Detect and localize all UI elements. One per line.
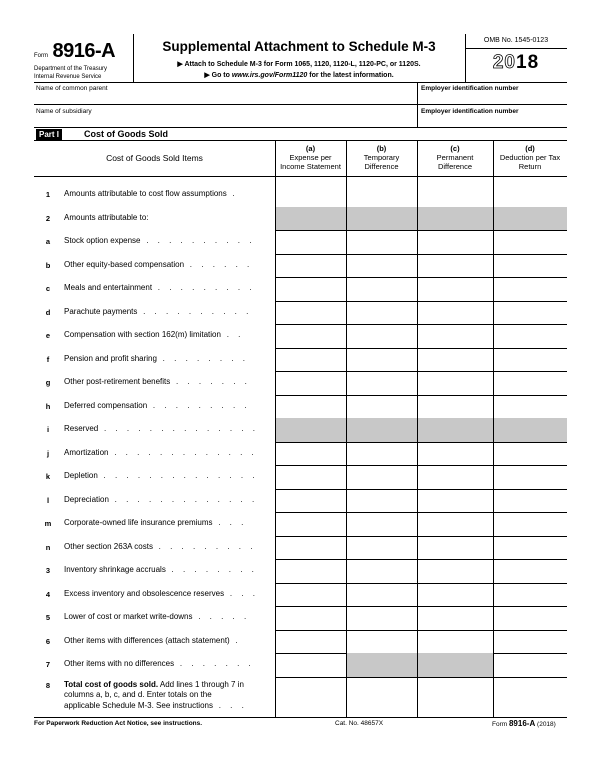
- amount-input-c[interactable]: [419, 561, 491, 581]
- shaded-cell: [418, 207, 493, 231]
- amount-input-a[interactable]: [277, 373, 344, 393]
- total-line-3: [64, 701, 247, 712]
- parent-field-rule: [34, 104, 567, 105]
- omb-divider: [465, 48, 567, 49]
- line-description: [64, 377, 250, 386]
- row-rule: [275, 348, 567, 349]
- row-rule: [275, 254, 567, 255]
- total-input-a[interactable]: [277, 679, 344, 716]
- amount-input-a[interactable]: [277, 397, 344, 417]
- leader-dots: . . . . . . . .: [156, 353, 249, 363]
- footer-form-number: 8916-A: [508, 719, 536, 728]
- line-description: [64, 612, 250, 621]
- line-text: Depletion: [64, 471, 98, 480]
- row-rule: [275, 583, 567, 584]
- amount-input-b[interactable]: [348, 467, 415, 487]
- amount-input-d[interactable]: [495, 326, 565, 346]
- amount-input-d[interactable]: [495, 585, 565, 605]
- amount-input-a[interactable]: [277, 232, 344, 252]
- part-title: Cost of Goods Sold: [84, 129, 168, 139]
- leader-dots: . . . . . . .: [174, 659, 255, 668]
- leader-dots: . . . . . . . . .: [152, 283, 256, 292]
- amount-input-a[interactable]: [277, 514, 344, 534]
- column-title-line-2: Income Statement: [280, 162, 341, 171]
- line-text: Inventory shrinkage accruals: [64, 565, 166, 574]
- leader-dots: . . . . . .: [184, 259, 253, 269]
- leader-dots: . . . . .: [192, 612, 250, 621]
- form-title: Supplemental Attachment to Schedule M-3: [162, 39, 436, 54]
- line-number: b: [45, 260, 51, 270]
- column-divider-1: [346, 140, 347, 717]
- leader-dots: . . . . . . . . . .: [137, 306, 252, 316]
- column-title-line-1: Temporary: [363, 153, 400, 162]
- department-line-2: Internal Revenue Service: [34, 73, 102, 80]
- amount-input-a[interactable]: [277, 608, 344, 628]
- common-parent-input[interactable]: [34, 93, 417, 103]
- amount-input-b[interactable]: [348, 397, 415, 417]
- total-line-2: columns a, b, c, and d. Enter totals on the: [64, 690, 212, 699]
- header-bottom-rule: [34, 82, 567, 83]
- footer-form-id: [492, 719, 556, 728]
- line-description: [64, 236, 255, 245]
- line-description: [64, 213, 149, 222]
- row-rule: [275, 536, 567, 537]
- amount-input-a[interactable]: [277, 491, 344, 511]
- line-number: a: [45, 237, 51, 246]
- shaded-cell: [276, 418, 346, 442]
- line-text: Other section 263A costs: [64, 541, 153, 551]
- row-rule: [275, 324, 567, 325]
- items-column-header: Cost of Goods Sold Items: [106, 153, 203, 163]
- column-header-a: [275, 144, 346, 171]
- amount-input-d[interactable]: [495, 185, 565, 205]
- amount-input-a[interactable]: [277, 632, 344, 652]
- amount-input-b[interactable]: [348, 608, 415, 628]
- line-description: [64, 283, 255, 292]
- line-text: Other post-retirement benefits: [64, 377, 171, 386]
- amount-input-c[interactable]: [419, 585, 491, 605]
- irs-link[interactable]: www.irs.gov/Form1120: [231, 72, 308, 79]
- amount-input-b[interactable]: [348, 514, 415, 534]
- amount-input-c[interactable]: [419, 632, 491, 652]
- row-rule: [275, 230, 567, 231]
- amount-input-a[interactable]: [277, 444, 344, 464]
- amount-input-c[interactable]: [419, 514, 491, 534]
- ein-label-1: Employer identification number: [421, 85, 519, 92]
- line-description: [64, 471, 258, 480]
- amount-input-c[interactable]: [419, 326, 491, 346]
- line-text: Other equity-based compensation: [64, 259, 185, 269]
- amount-input-c[interactable]: [419, 397, 491, 417]
- line-description: [64, 260, 253, 269]
- line-text: Stock option expense: [64, 236, 141, 245]
- amount-input-c[interactable]: [419, 538, 491, 558]
- form-word: Form: [34, 53, 48, 59]
- column-title-line-1: Expense per: [289, 153, 332, 162]
- line-description: [64, 636, 241, 645]
- row-rule: [275, 277, 567, 278]
- line-description: [64, 307, 252, 316]
- amount-input-b[interactable]: [348, 561, 415, 581]
- total-line-description: [64, 680, 247, 712]
- shaded-cell: [347, 418, 417, 442]
- line-number: k: [45, 472, 51, 481]
- leader-dots: . . . . . . . . . . . . . .: [98, 424, 259, 433]
- column-title-line-1: Deduction per Tax: [499, 153, 561, 162]
- amount-input-b[interactable]: [348, 256, 415, 276]
- shaded-cell: [418, 653, 493, 677]
- line-description: [64, 330, 244, 339]
- total-line-1: [64, 680, 247, 691]
- row-rule: [275, 677, 567, 678]
- amount-input-c[interactable]: [419, 232, 491, 252]
- amount-input-b[interactable]: [348, 632, 415, 652]
- shaded-cell: [494, 207, 567, 231]
- line-number: f: [46, 354, 50, 364]
- column-letter: (a): [305, 144, 316, 153]
- ein-label-2: Employer identification number: [421, 108, 519, 115]
- row-rule: [275, 465, 567, 466]
- line-number: 1: [45, 190, 51, 199]
- amount-input-c[interactable]: [419, 491, 491, 511]
- amount-input-c[interactable]: [419, 303, 491, 323]
- amount-input-c[interactable]: [419, 373, 491, 393]
- leader-dots: . . . . . . . . . .: [140, 236, 255, 245]
- amount-input-c[interactable]: [419, 256, 491, 276]
- line-number: j: [46, 448, 50, 458]
- leader-dots: . . .: [224, 588, 259, 598]
- column-divider-0: [275, 140, 276, 717]
- column-title-line-2: Difference: [437, 162, 473, 171]
- amount-input-b[interactable]: [348, 350, 415, 370]
- amount-input-a[interactable]: [277, 256, 344, 276]
- amount-input-d[interactable]: [495, 467, 565, 487]
- footer-form-prefix: Form: [492, 721, 509, 728]
- amount-input-d[interactable]: [495, 655, 565, 675]
- amount-input-c[interactable]: [419, 279, 491, 299]
- line-number: 5: [45, 613, 51, 622]
- amount-input-b[interactable]: [348, 303, 415, 323]
- line-text: Meals and entertainment: [64, 283, 153, 292]
- total-input-d[interactable]: [495, 679, 565, 716]
- shaded-cell: [494, 418, 567, 442]
- amount-input-c[interactable]: [419, 467, 491, 487]
- column-header-d: [493, 144, 567, 171]
- leader-dots: . . .: [212, 700, 248, 710]
- amount-input-a[interactable]: [277, 326, 344, 346]
- department-block: [34, 66, 107, 81]
- amount-input-d[interactable]: [495, 350, 565, 370]
- column-letter: (b): [376, 144, 387, 153]
- row-rule: [275, 606, 567, 607]
- total-bold-label: Total cost of goods sold.: [64, 679, 159, 689]
- row-rule: [275, 559, 567, 560]
- line-description: [64, 659, 254, 668]
- shaded-cell: [347, 653, 417, 677]
- column-divider-3: [493, 140, 494, 717]
- shaded-cell: [347, 207, 417, 231]
- leader-dots: . . . . . . . . .: [152, 541, 256, 551]
- footer-form-year: (2018): [535, 721, 556, 728]
- column-header-rule: [34, 176, 567, 177]
- footer-cat-number: Cat. No. 48657X: [335, 720, 384, 727]
- footer-paperwork-notice: For Paperwork Reduction Act Notice, see instructions.: [34, 720, 203, 727]
- line-number: d: [45, 307, 51, 317]
- line-text: Deferred compensation: [64, 400, 148, 410]
- line-number: 3: [45, 566, 51, 575]
- shaded-cell: [418, 418, 493, 442]
- total-text-3: applicable Schedule M-3. See instructions: [64, 700, 213, 710]
- amount-input-d[interactable]: [495, 538, 565, 558]
- amount-input-d[interactable]: [495, 491, 565, 511]
- leader-dots: . . .: [212, 518, 247, 527]
- amount-input-a[interactable]: [277, 279, 344, 299]
- column-header-b: [346, 144, 417, 171]
- shaded-cell: [276, 207, 346, 231]
- amount-input-c[interactable]: [419, 185, 491, 205]
- line-number: 2: [45, 213, 51, 223]
- part-header-rule: [34, 140, 567, 141]
- amount-input-b[interactable]: [348, 185, 415, 205]
- column-title-line-1: Permanent: [436, 153, 474, 162]
- row-rule: [275, 301, 567, 302]
- omb-number: OMB No. 1545-0123: [483, 37, 549, 44]
- line-text: Compensation with section 162(m) limitation: [64, 330, 221, 339]
- leader-dots: . . . . . . . .: [165, 565, 258, 574]
- instruction-url-prefix: ▶ Go to: [204, 72, 232, 79]
- line-description: [64, 565, 257, 574]
- part-tag: Part I: [36, 129, 62, 140]
- amount-input-b[interactable]: [348, 585, 415, 605]
- ein-input-2[interactable]: [418, 116, 567, 126]
- column-title-line-2: Return: [518, 162, 542, 171]
- line-description: [64, 518, 247, 527]
- column-letter: (d): [525, 144, 535, 153]
- amount-input-d[interactable]: [495, 632, 565, 652]
- tax-year: [465, 52, 567, 74]
- line-description: [64, 189, 238, 198]
- line-text: Pension and profit sharing: [64, 353, 157, 363]
- amount-input-c[interactable]: [419, 444, 491, 464]
- amount-input-b[interactable]: [348, 326, 415, 346]
- line-number: 7: [45, 660, 51, 669]
- row-rule: [275, 630, 567, 631]
- leader-dots: .: [229, 635, 242, 645]
- common-parent-label: Name of common parent: [36, 85, 108, 92]
- tax-year-bold: 18: [516, 52, 540, 73]
- amount-input-a[interactable]: [277, 538, 344, 558]
- amount-input-d[interactable]: [495, 444, 565, 464]
- fields-bottom-rule: [34, 127, 567, 128]
- footer-rule: [34, 717, 567, 718]
- line-text: Other items with no differences: [64, 659, 175, 668]
- line-description: [64, 495, 258, 504]
- amount-input-a[interactable]: [277, 185, 344, 205]
- column-header-c: [417, 144, 493, 171]
- amount-input-d[interactable]: [495, 256, 565, 276]
- line-number: e: [45, 331, 51, 340]
- amount-input-a[interactable]: [277, 655, 344, 675]
- amount-input-b[interactable]: [348, 491, 415, 511]
- line-text: Lower of cost or market write-downs: [64, 612, 193, 621]
- leader-dots: . . . . . . . . . . . . .: [108, 447, 258, 457]
- amount-input-d[interactable]: [495, 232, 565, 252]
- row-rule: [275, 442, 567, 443]
- total-input-b[interactable]: [348, 679, 415, 716]
- line-description: [64, 542, 256, 551]
- line-number: n: [45, 542, 51, 552]
- instruction-attach: ▶ Attach to Schedule M-3 for Form 1065, 1120, 1120-L, 1120-PC, or 1120S.: [177, 61, 421, 68]
- row-rule: [275, 371, 567, 372]
- leader-dots: . . . . . . . . . . . . .: [108, 494, 258, 504]
- subsidiary-input[interactable]: [34, 116, 417, 126]
- amount-input-d[interactable]: [495, 373, 565, 393]
- line-description: [64, 589, 258, 598]
- line-text: Corporate-owned life insurance premiums: [64, 518, 213, 527]
- form-label: [34, 40, 115, 63]
- amount-input-d[interactable]: [495, 514, 565, 534]
- line-number: 4: [45, 589, 51, 599]
- amount-input-a[interactable]: [277, 303, 344, 323]
- line-number: 6: [45, 636, 51, 646]
- line-number: g: [45, 378, 51, 387]
- subsidiary-label: Name of subsidiary: [36, 108, 92, 115]
- amount-input-b[interactable]: [348, 538, 415, 558]
- leader-dots: . . . . . . . . .: [147, 400, 251, 410]
- line-text: Reserved: [64, 424, 99, 433]
- line-text: Amortization: [64, 447, 109, 457]
- amount-input-b[interactable]: [348, 232, 415, 252]
- line-text: Other items with differences (attach statement): [64, 635, 230, 645]
- line-text: Amounts attributable to:: [64, 212, 149, 222]
- leader-dots: .: [226, 189, 239, 198]
- column-title-line-2: Difference: [364, 162, 399, 171]
- amount-input-d[interactable]: [495, 279, 565, 299]
- leader-dots: . . . . . . .: [170, 377, 251, 386]
- amount-input-b[interactable]: [348, 279, 415, 299]
- row-rule: [275, 489, 567, 490]
- amount-input-b[interactable]: [348, 444, 415, 464]
- tax-year-outline: 20: [492, 52, 516, 73]
- line-number: 8: [45, 680, 51, 690]
- amount-input-c[interactable]: [419, 350, 491, 370]
- leader-dots: . .: [220, 330, 244, 339]
- amount-input-a[interactable]: [277, 561, 344, 581]
- amount-input-a[interactable]: [277, 467, 344, 487]
- amount-input-d[interactable]: [495, 608, 565, 628]
- amount-input-c[interactable]: [419, 608, 491, 628]
- form-number: 8916-A: [52, 40, 116, 62]
- line-text: Parachute payments: [64, 306, 138, 316]
- total-text-1: Add lines 1 through 7 in: [158, 679, 244, 689]
- ein-input-1[interactable]: [418, 93, 567, 103]
- amount-input-a[interactable]: [277, 585, 344, 605]
- line-text: Depreciation: [64, 494, 109, 504]
- amount-input-d[interactable]: [495, 561, 565, 581]
- line-number: l: [46, 495, 50, 505]
- total-input-c[interactable]: [419, 679, 491, 716]
- amount-input-b[interactable]: [348, 373, 415, 393]
- line-number: i: [46, 425, 50, 434]
- amount-input-d[interactable]: [495, 397, 565, 417]
- row-rule: [275, 395, 567, 396]
- leader-dots: . . . . . . . . . . . . . .: [97, 471, 259, 480]
- row-rule: [275, 512, 567, 513]
- line-text: Amounts attributable to cost flow assumptions: [64, 189, 227, 198]
- line-description: [64, 354, 249, 363]
- department-line-1: Department of the Treasury: [34, 66, 108, 72]
- amount-input-d[interactable]: [495, 303, 565, 323]
- column-divider-2: [417, 140, 418, 717]
- line-number: c: [45, 284, 51, 293]
- amount-input-a[interactable]: [277, 350, 344, 370]
- line-text: Excess inventory and obsolescence reserves: [64, 588, 225, 598]
- line-number: m: [44, 519, 52, 528]
- line-number: h: [45, 401, 51, 411]
- line-description: [64, 448, 257, 457]
- column-letter: (c): [450, 144, 460, 153]
- instruction-url-line: [133, 71, 465, 79]
- instruction-url-suffix: for the latest information.: [307, 72, 394, 79]
- line-description: [64, 424, 258, 433]
- line-description: [64, 401, 250, 410]
